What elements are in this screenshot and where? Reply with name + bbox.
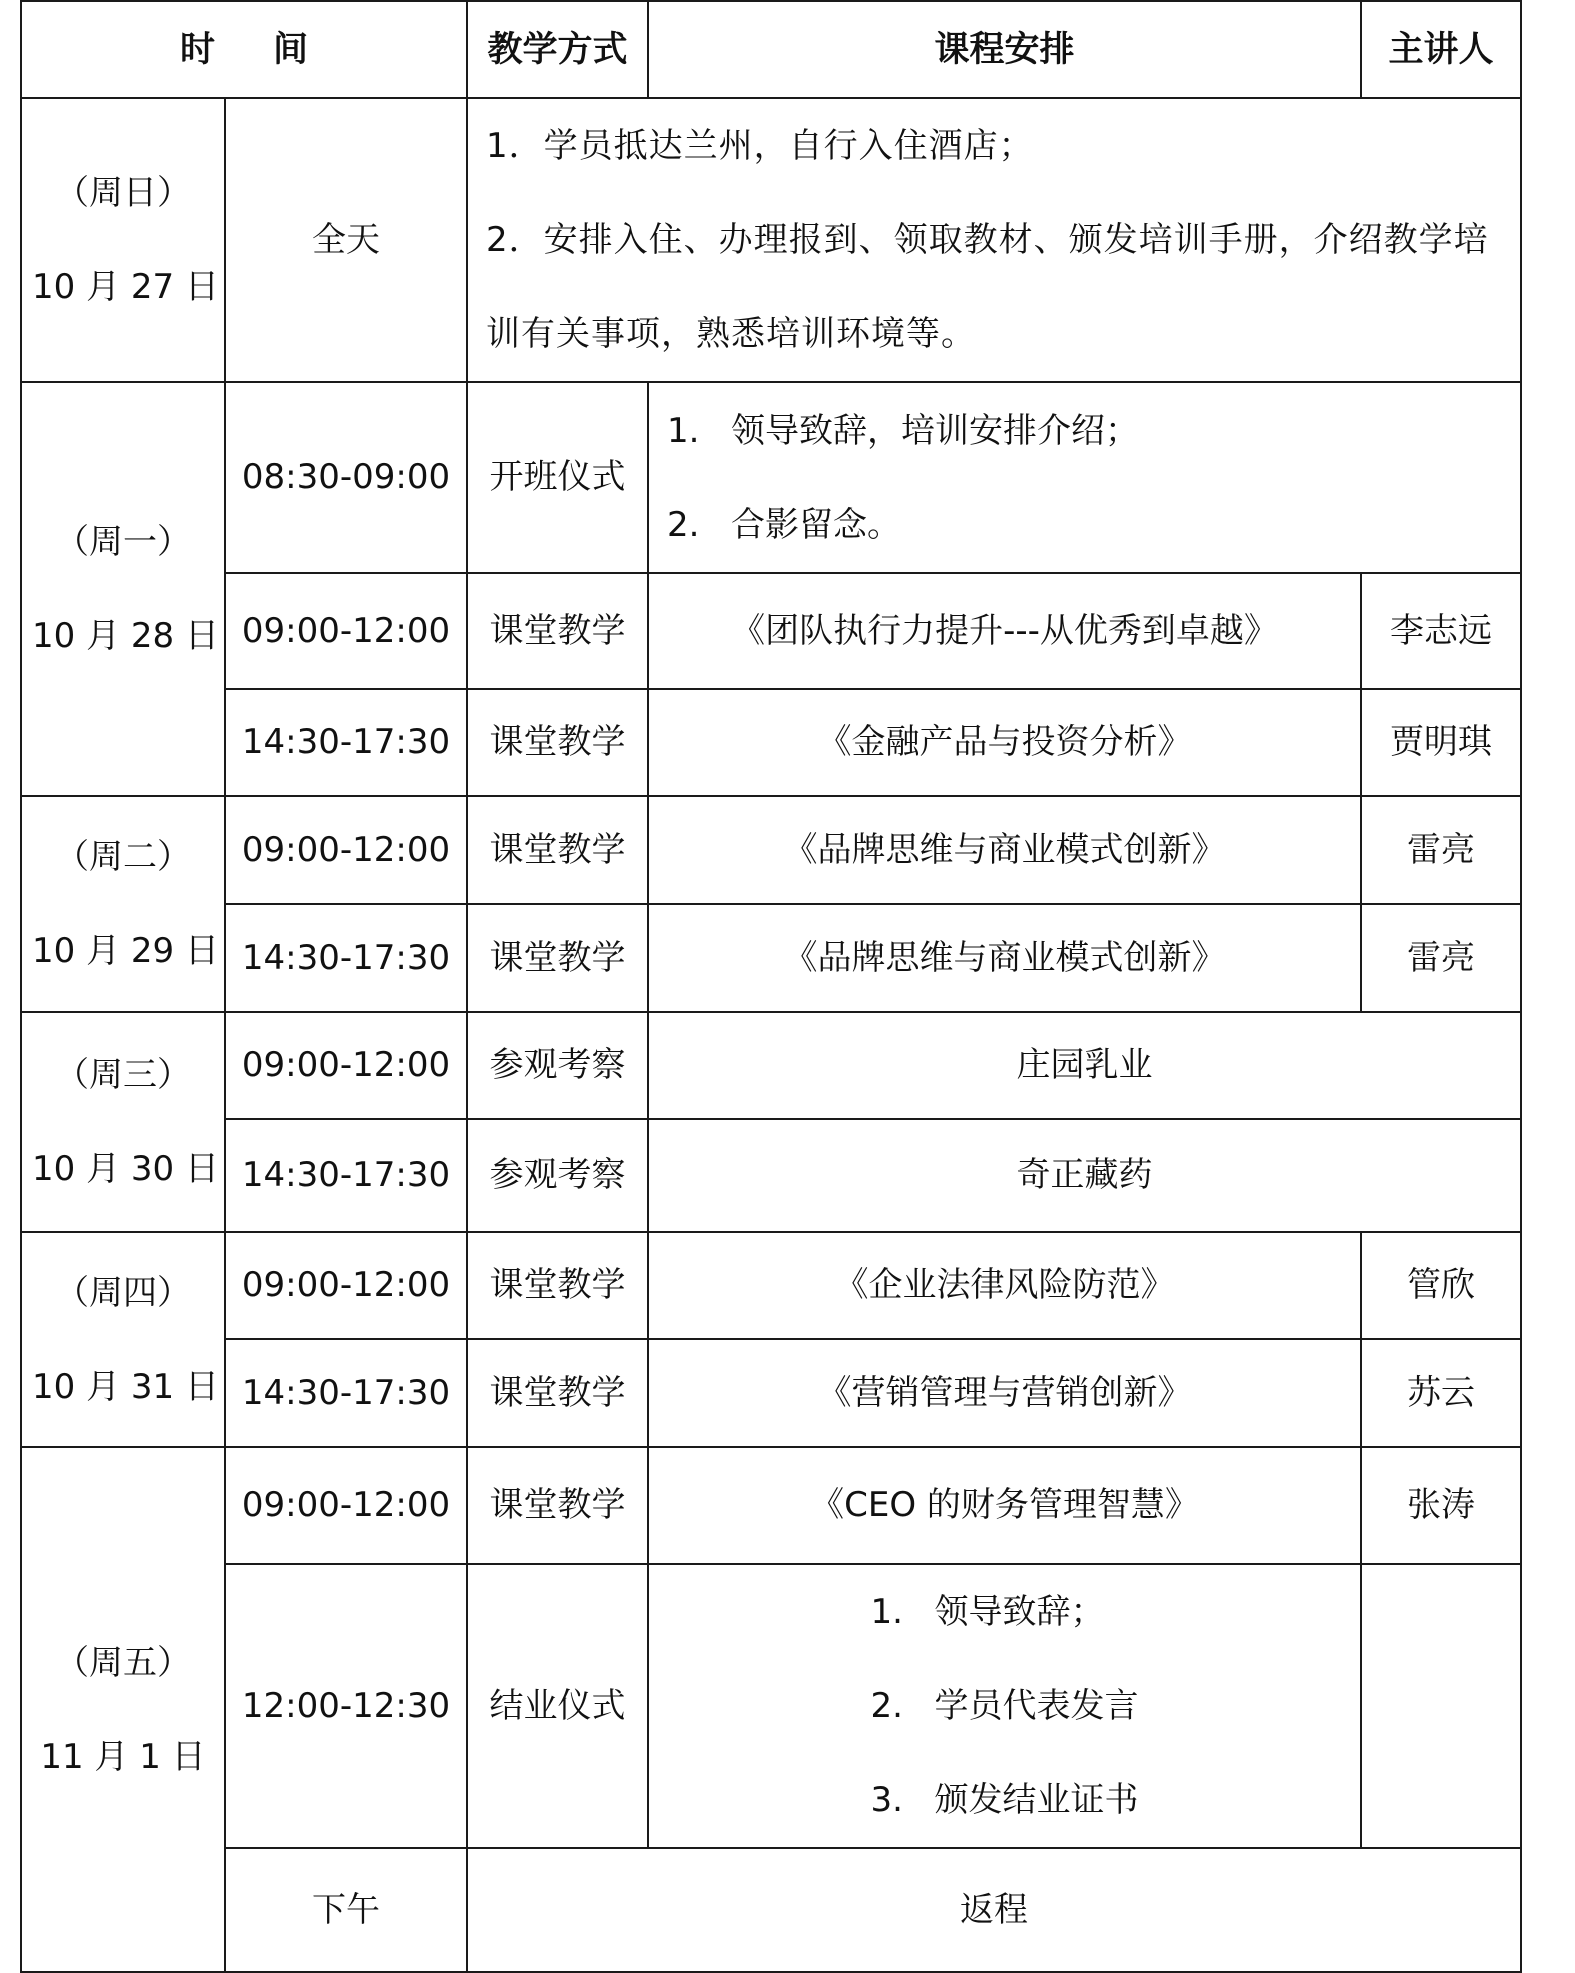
list-text: 领导致辞，培训安排介绍； bbox=[731, 410, 1139, 451]
speaker-cell: 李志远 bbox=[1361, 573, 1521, 689]
time-cell: 09:00-12:00 bbox=[225, 1232, 467, 1339]
list-text: 学员代表发言 bbox=[934, 1686, 1139, 1726]
time-cell: 14:30-17:30 bbox=[225, 904, 467, 1012]
header-method: 教学方式 bbox=[467, 1, 648, 98]
date-cell-thursday bbox=[21, 1232, 225, 1447]
date: 10 月 30 日 bbox=[32, 1149, 219, 1189]
method-cell: 参观考察 bbox=[467, 1012, 648, 1119]
date-cell-friday bbox=[21, 1447, 225, 1972]
method-cell: 课堂教学 bbox=[467, 1232, 648, 1339]
course-cell: 《品牌思维与商业模式创新》 bbox=[648, 904, 1361, 1012]
table-row bbox=[21, 1012, 1521, 1119]
speaker-cell: 张涛 bbox=[1361, 1447, 1521, 1564]
header-course: 课程安排 bbox=[648, 1, 1361, 98]
table-row bbox=[21, 1564, 1521, 1848]
list-item bbox=[871, 1659, 1139, 1753]
table-row bbox=[21, 904, 1521, 1012]
header-time-char-2: 间 bbox=[273, 29, 309, 70]
table-row bbox=[21, 98, 1521, 382]
weekday: （周日） bbox=[55, 173, 191, 213]
table-row bbox=[21, 1232, 1521, 1339]
time-cell: 14:30-17:30 bbox=[225, 1119, 467, 1232]
list-number: 1. bbox=[667, 410, 700, 451]
weekday: （周三） bbox=[55, 1055, 191, 1095]
date-cell-wednesday bbox=[21, 1012, 225, 1232]
method-cell: 课堂教学 bbox=[467, 689, 648, 796]
course-cell: 《营销管理与营销创新》 bbox=[648, 1339, 1361, 1447]
header-speaker: 主讲人 bbox=[1361, 1, 1521, 98]
header-time bbox=[21, 1, 467, 98]
time-cell: 下午 bbox=[225, 1848, 467, 1972]
speaker-cell: 苏云 bbox=[1361, 1339, 1521, 1447]
course-cell: 《企业法律风险防范》 bbox=[648, 1232, 1361, 1339]
time-cell: 12:00-12:30 bbox=[225, 1564, 467, 1848]
method-cell: 课堂教学 bbox=[467, 796, 648, 904]
method-cell: 课堂教学 bbox=[467, 573, 648, 689]
header-time-char-1: 时 bbox=[179, 29, 215, 70]
method-cell: 结业仪式 bbox=[467, 1564, 648, 1848]
method-cell: 课堂教学 bbox=[467, 1339, 648, 1447]
date: 11 月 1 日 bbox=[40, 1736, 206, 1777]
course-cell: 《金融产品与投资分析》 bbox=[648, 689, 1361, 796]
list-item bbox=[871, 1753, 1139, 1847]
course-cell: 奇正藏药 bbox=[648, 1119, 1521, 1232]
course-cell: 《团队执行力提升---从优秀到卓越》 bbox=[648, 573, 1361, 689]
header-row bbox=[21, 1, 1521, 98]
list-number: 1. bbox=[870, 1592, 903, 1632]
weekday: （周二） bbox=[55, 837, 191, 877]
speaker-cell: 雷亮 bbox=[1361, 796, 1521, 904]
date-cell-sunday bbox=[21, 98, 225, 382]
schedule-table bbox=[20, 0, 1522, 1973]
course-cell bbox=[648, 382, 1521, 573]
date: 10 月 29 日 bbox=[32, 931, 219, 971]
list-number: 2. bbox=[667, 504, 700, 545]
list-item bbox=[667, 384, 1510, 478]
list-number: 3. bbox=[870, 1780, 903, 1820]
table-row bbox=[21, 1447, 1521, 1564]
time-cell: 09:00-12:00 bbox=[225, 573, 467, 689]
method-cell: 课堂教学 bbox=[467, 1447, 648, 1564]
time-cell: 09:00-12:00 bbox=[225, 796, 467, 904]
list-item: 2．安排入住、办理报到、领取教材、颁发培训手册，介绍教学培训有关事项，熟悉培训环境等。 bbox=[486, 220, 1489, 354]
method-cell: 参观考察 bbox=[467, 1119, 648, 1232]
date-cell-monday bbox=[21, 382, 225, 796]
list-item bbox=[667, 478, 1510, 572]
date: 10 月 28 日 bbox=[32, 616, 219, 656]
table-row bbox=[21, 796, 1521, 904]
course-cell: 庄园乳业 bbox=[648, 1012, 1521, 1119]
list-item bbox=[871, 1565, 1139, 1659]
weekday: （周一） bbox=[55, 522, 191, 562]
date-cell-tuesday bbox=[21, 796, 225, 1012]
weekday: （周四） bbox=[55, 1272, 191, 1313]
list-text: 合影留念。 bbox=[731, 504, 901, 545]
table-row bbox=[21, 382, 1521, 573]
speaker-cell: 管欣 bbox=[1361, 1232, 1521, 1339]
course-cell: 《CEO 的财务管理智慧》 bbox=[648, 1447, 1361, 1564]
speaker-cell-empty bbox=[1361, 1564, 1521, 1848]
table-row bbox=[21, 1339, 1521, 1447]
table-row bbox=[21, 689, 1521, 796]
table-row bbox=[21, 1848, 1521, 1972]
table-row bbox=[21, 573, 1521, 689]
weekday: （周五） bbox=[55, 1642, 191, 1683]
method-cell: 课堂教学 bbox=[467, 904, 648, 1012]
date: 10 月 27 日 bbox=[32, 267, 219, 307]
date: 10 月 31 日 bbox=[32, 1366, 219, 1407]
list-number: 2. bbox=[870, 1686, 903, 1726]
time-cell: 09:00-12:00 bbox=[225, 1012, 467, 1119]
time-cell: 08:30-09:00 bbox=[225, 382, 467, 573]
speaker-cell: 贾明琪 bbox=[1361, 689, 1521, 796]
ceremony-list bbox=[871, 1565, 1139, 1847]
time-cell: 14:30-17:30 bbox=[225, 1339, 467, 1447]
method-cell: 开班仪式 bbox=[467, 382, 648, 573]
time-cell: 全天 bbox=[225, 98, 467, 382]
time-cell: 14:30-17:30 bbox=[225, 689, 467, 796]
list-text: 颁发结业证书 bbox=[934, 1780, 1139, 1820]
list-item: 1．学员抵达兰州，自行入住酒店； bbox=[486, 126, 1034, 166]
course-cell: 《品牌思维与商业模式创新》 bbox=[648, 796, 1361, 904]
course-cell bbox=[648, 1564, 1361, 1848]
speaker-cell: 雷亮 bbox=[1361, 904, 1521, 1012]
course-cell: 返程 bbox=[467, 1848, 1521, 1972]
list-text: 领导致辞； bbox=[934, 1592, 1105, 1632]
course-cell bbox=[467, 98, 1521, 382]
time-cell: 09:00-12:00 bbox=[225, 1447, 467, 1564]
table-row bbox=[21, 1119, 1521, 1232]
